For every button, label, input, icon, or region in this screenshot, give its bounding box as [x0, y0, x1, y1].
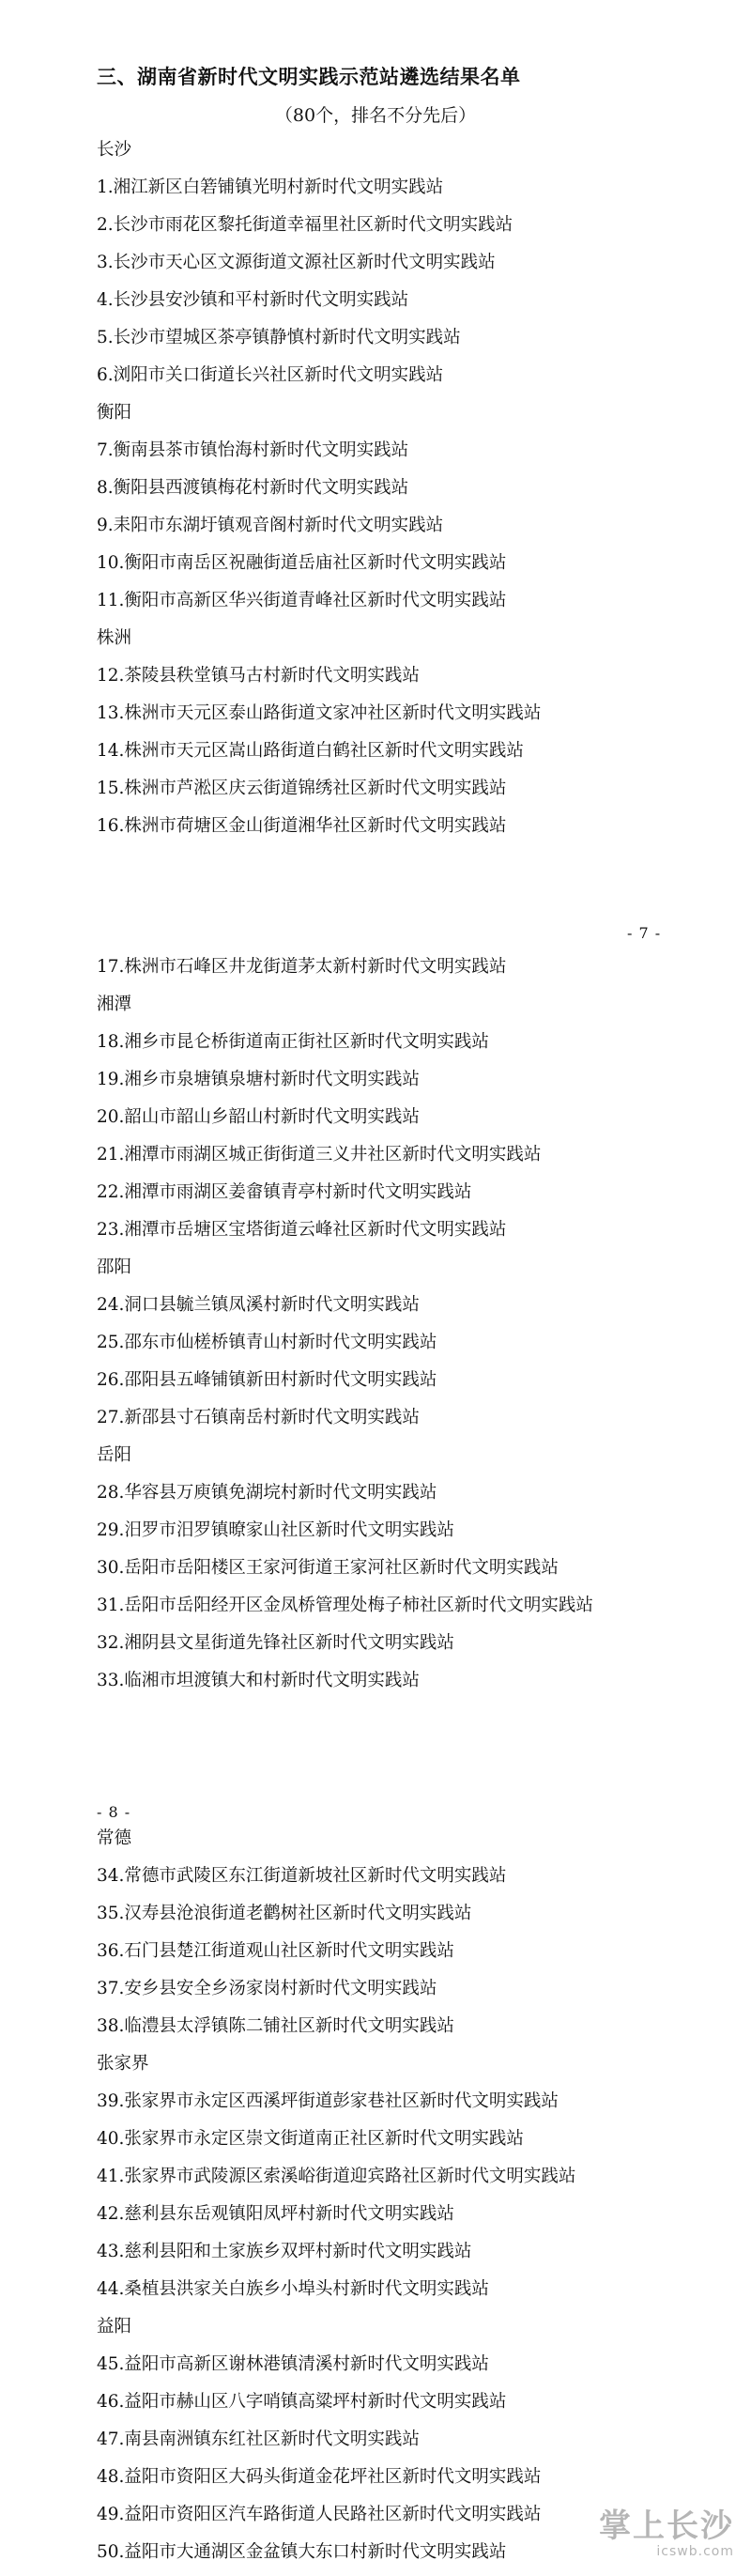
- page-number-8: - 8 -: [97, 1803, 131, 1821]
- list-item: 29.汨罗市汨罗镇暸家山社区新时代文明实践站: [97, 1520, 454, 1540]
- region-heading: 湘潭: [97, 995, 132, 1014]
- list-item: 22.湘潭市雨湖区姜畲镇青亭村新时代文明实践站: [97, 1182, 472, 1202]
- list-item: 30.岳阳市岳阳楼区王家河街道王家河社区新时代文明实践站: [97, 1558, 559, 1578]
- list-item: 36.石门县楚江街道观山社区新时代文明实践站: [97, 1941, 454, 1961]
- list-item: 39.张家界市永定区西溪坪街道彭家巷社区新时代文明实践站: [97, 2091, 559, 2111]
- list-item: 20.韶山市韶山乡韶山村新时代文明实践站: [97, 1107, 420, 1127]
- list-item: 16.株洲市荷塘区金山街道湘华社区新时代文明实践站: [97, 816, 507, 836]
- list-item: 1.湘江新区白箬铺镇光明村新时代文明实践站: [97, 177, 444, 197]
- watermark-logo: [565, 2508, 734, 2565]
- list-item: 26.邵阳县五峰铺镇新田村新时代文明实践站: [97, 1370, 437, 1390]
- list-item: 14.株洲市天元区嵩山路街道白鹤社区新时代文明实践站: [97, 741, 524, 761]
- list-item: 48.益阳市资阳区大码头街道金花坪社区新时代文明实践站: [97, 2467, 542, 2487]
- region-heading: 张家界: [97, 2054, 149, 2074]
- list-item: 46.益阳市赫山区八字哨镇高粱坪村新时代文明实践站: [97, 2392, 507, 2412]
- list-item: 34.常德市武陵区东江街道新坡社区新时代文明实践站: [97, 1866, 507, 1886]
- list-item: 5.长沙市望城区茶亭镇静慎村新时代文明实践站: [97, 328, 461, 347]
- list-item: 3.长沙市天心区文源街道文源社区新时代文明实践站: [97, 253, 496, 272]
- list-item: 25.邵东市仙槎桥镇青山村新时代文明实践站: [97, 1333, 437, 1352]
- result-list-page-7: [97, 131, 716, 845]
- region-heading: 株洲: [97, 628, 132, 648]
- result-list-page-7-cont: [97, 949, 716, 1700]
- list-item: 33.临湘市坦渡镇大和村新时代文明实践站: [97, 1671, 420, 1690]
- list-item: 47.南县南洲镇东红社区新时代文明实践站: [97, 2429, 420, 2449]
- region-heading: 岳阳: [97, 1445, 132, 1465]
- document-title: 三、湖南省新时代文明实践示范站遴选结果名单: [97, 66, 521, 88]
- list-item: 32.湘阴县文星街道先锋社区新时代文明实践站: [97, 1633, 454, 1653]
- list-item: 13.株洲市天元区泰山路街道文家冲社区新时代文明实践站: [97, 703, 542, 723]
- list-item: 10.衡阳市南岳区祝融街道岳庙社区新时代文明实践站: [97, 553, 507, 573]
- region-heading: 长沙: [97, 140, 132, 160]
- list-item: 43.慈利县阳和土家族乡双坪村新时代文明实践站: [97, 2242, 472, 2261]
- list-item: 4.长沙县安沙镇和平村新时代文明实践站: [97, 290, 409, 310]
- list-item: 28.华容县万庾镇免湖垸村新时代文明实践站: [97, 1483, 437, 1503]
- list-item: 9.耒阳市东湖圩镇观音阁村新时代文明实践站: [97, 516, 444, 535]
- list-item: 40.张家界市永定区崇文街道南正社区新时代文明实践站: [97, 2129, 524, 2149]
- list-item: 41.张家界市武陵源区索溪峪街道迎宾路社区新时代文明实践站: [97, 2167, 576, 2186]
- list-item: 35.汉寿县沧浪街道老鹳树社区新时代文明实践站: [97, 1904, 472, 1923]
- region-heading: 益阳: [97, 2317, 132, 2337]
- list-item: 42.慈利县东岳观镇阳凤坪村新时代文明实践站: [97, 2204, 454, 2224]
- region-heading: 邵阳: [97, 1257, 132, 1277]
- list-item: 50.益阳市大通湖区金盆镇大东口村新时代文明实践站: [97, 2542, 507, 2562]
- region-heading: 衡阳: [97, 403, 132, 423]
- list-item: 23.湘潭市岳塘区宝塔街道云峰社区新时代文明实践站: [97, 1220, 507, 1240]
- list-item: 44.桑植县洪家关白族乡小埠头村新时代文明实践站: [97, 2279, 489, 2299]
- watermark-main: 掌上长沙: [599, 2507, 734, 2545]
- list-item: 27.新邵县寸石镇南岳村新时代文明实践站: [97, 1408, 420, 1427]
- list-item: 24.洞口县毓兰镇凤溪村新时代文明实践站: [97, 1295, 420, 1315]
- list-item: 21.湘潭市雨湖区城正街街道三义井社区新时代文明实践站: [97, 1145, 542, 1165]
- list-item: 37.安乡县安全乡汤家岗村新时代文明实践站: [97, 1979, 437, 1998]
- document-subtitle: （80个，排名不分先后）: [274, 105, 477, 126]
- list-item: 17.株洲市石峰区井龙街道茅太新村新时代文明实践站: [97, 957, 507, 977]
- list-item: 11.衡阳市高新区华兴街道青峰社区新时代文明实践站: [97, 591, 507, 610]
- list-item: 18.湘乡市昆仑桥街道南正街社区新时代文明实践站: [97, 1032, 489, 1052]
- list-item: 12.茶陵县秩堂镇马古村新时代文明实践站: [97, 666, 420, 686]
- list-item: 7.衡南县茶市镇怡海村新时代文明实践站: [97, 440, 409, 460]
- list-item: 19.湘乡市泉塘镇泉塘村新时代文明实践站: [97, 1070, 420, 1089]
- list-item: 6.浏阳市关口街道长兴社区新时代文明实践站: [97, 365, 444, 385]
- list-item: 31.岳阳市岳阳经开区金凤桥管理处梅子柿社区新时代文明实践站: [97, 1596, 593, 1615]
- list-item: 15.株洲市芦淞区庆云街道锦绣社区新时代文明实践站: [97, 779, 507, 798]
- result-list-page-8: [97, 1820, 716, 2571]
- list-item: 45.益阳市高新区谢林港镇清溪村新时代文明实践站: [97, 2354, 489, 2374]
- watermark-sub: icswb.com: [656, 2544, 734, 2559]
- list-item: 2.长沙市雨花区黎托街道幸福里社区新时代文明实践站: [97, 215, 513, 235]
- list-item: 8.衡阳县西渡镇梅花村新时代文明实践站: [97, 478, 409, 498]
- region-heading: 常德: [97, 1828, 132, 1848]
- page-number-7: - 7 -: [627, 924, 662, 942]
- list-item: 38.临澧县太浮镇陈二铺社区新时代文明实践站: [97, 2016, 454, 2036]
- list-item: 49.益阳市资阳区汽车路街道人民路社区新时代文明实践站: [97, 2505, 542, 2524]
